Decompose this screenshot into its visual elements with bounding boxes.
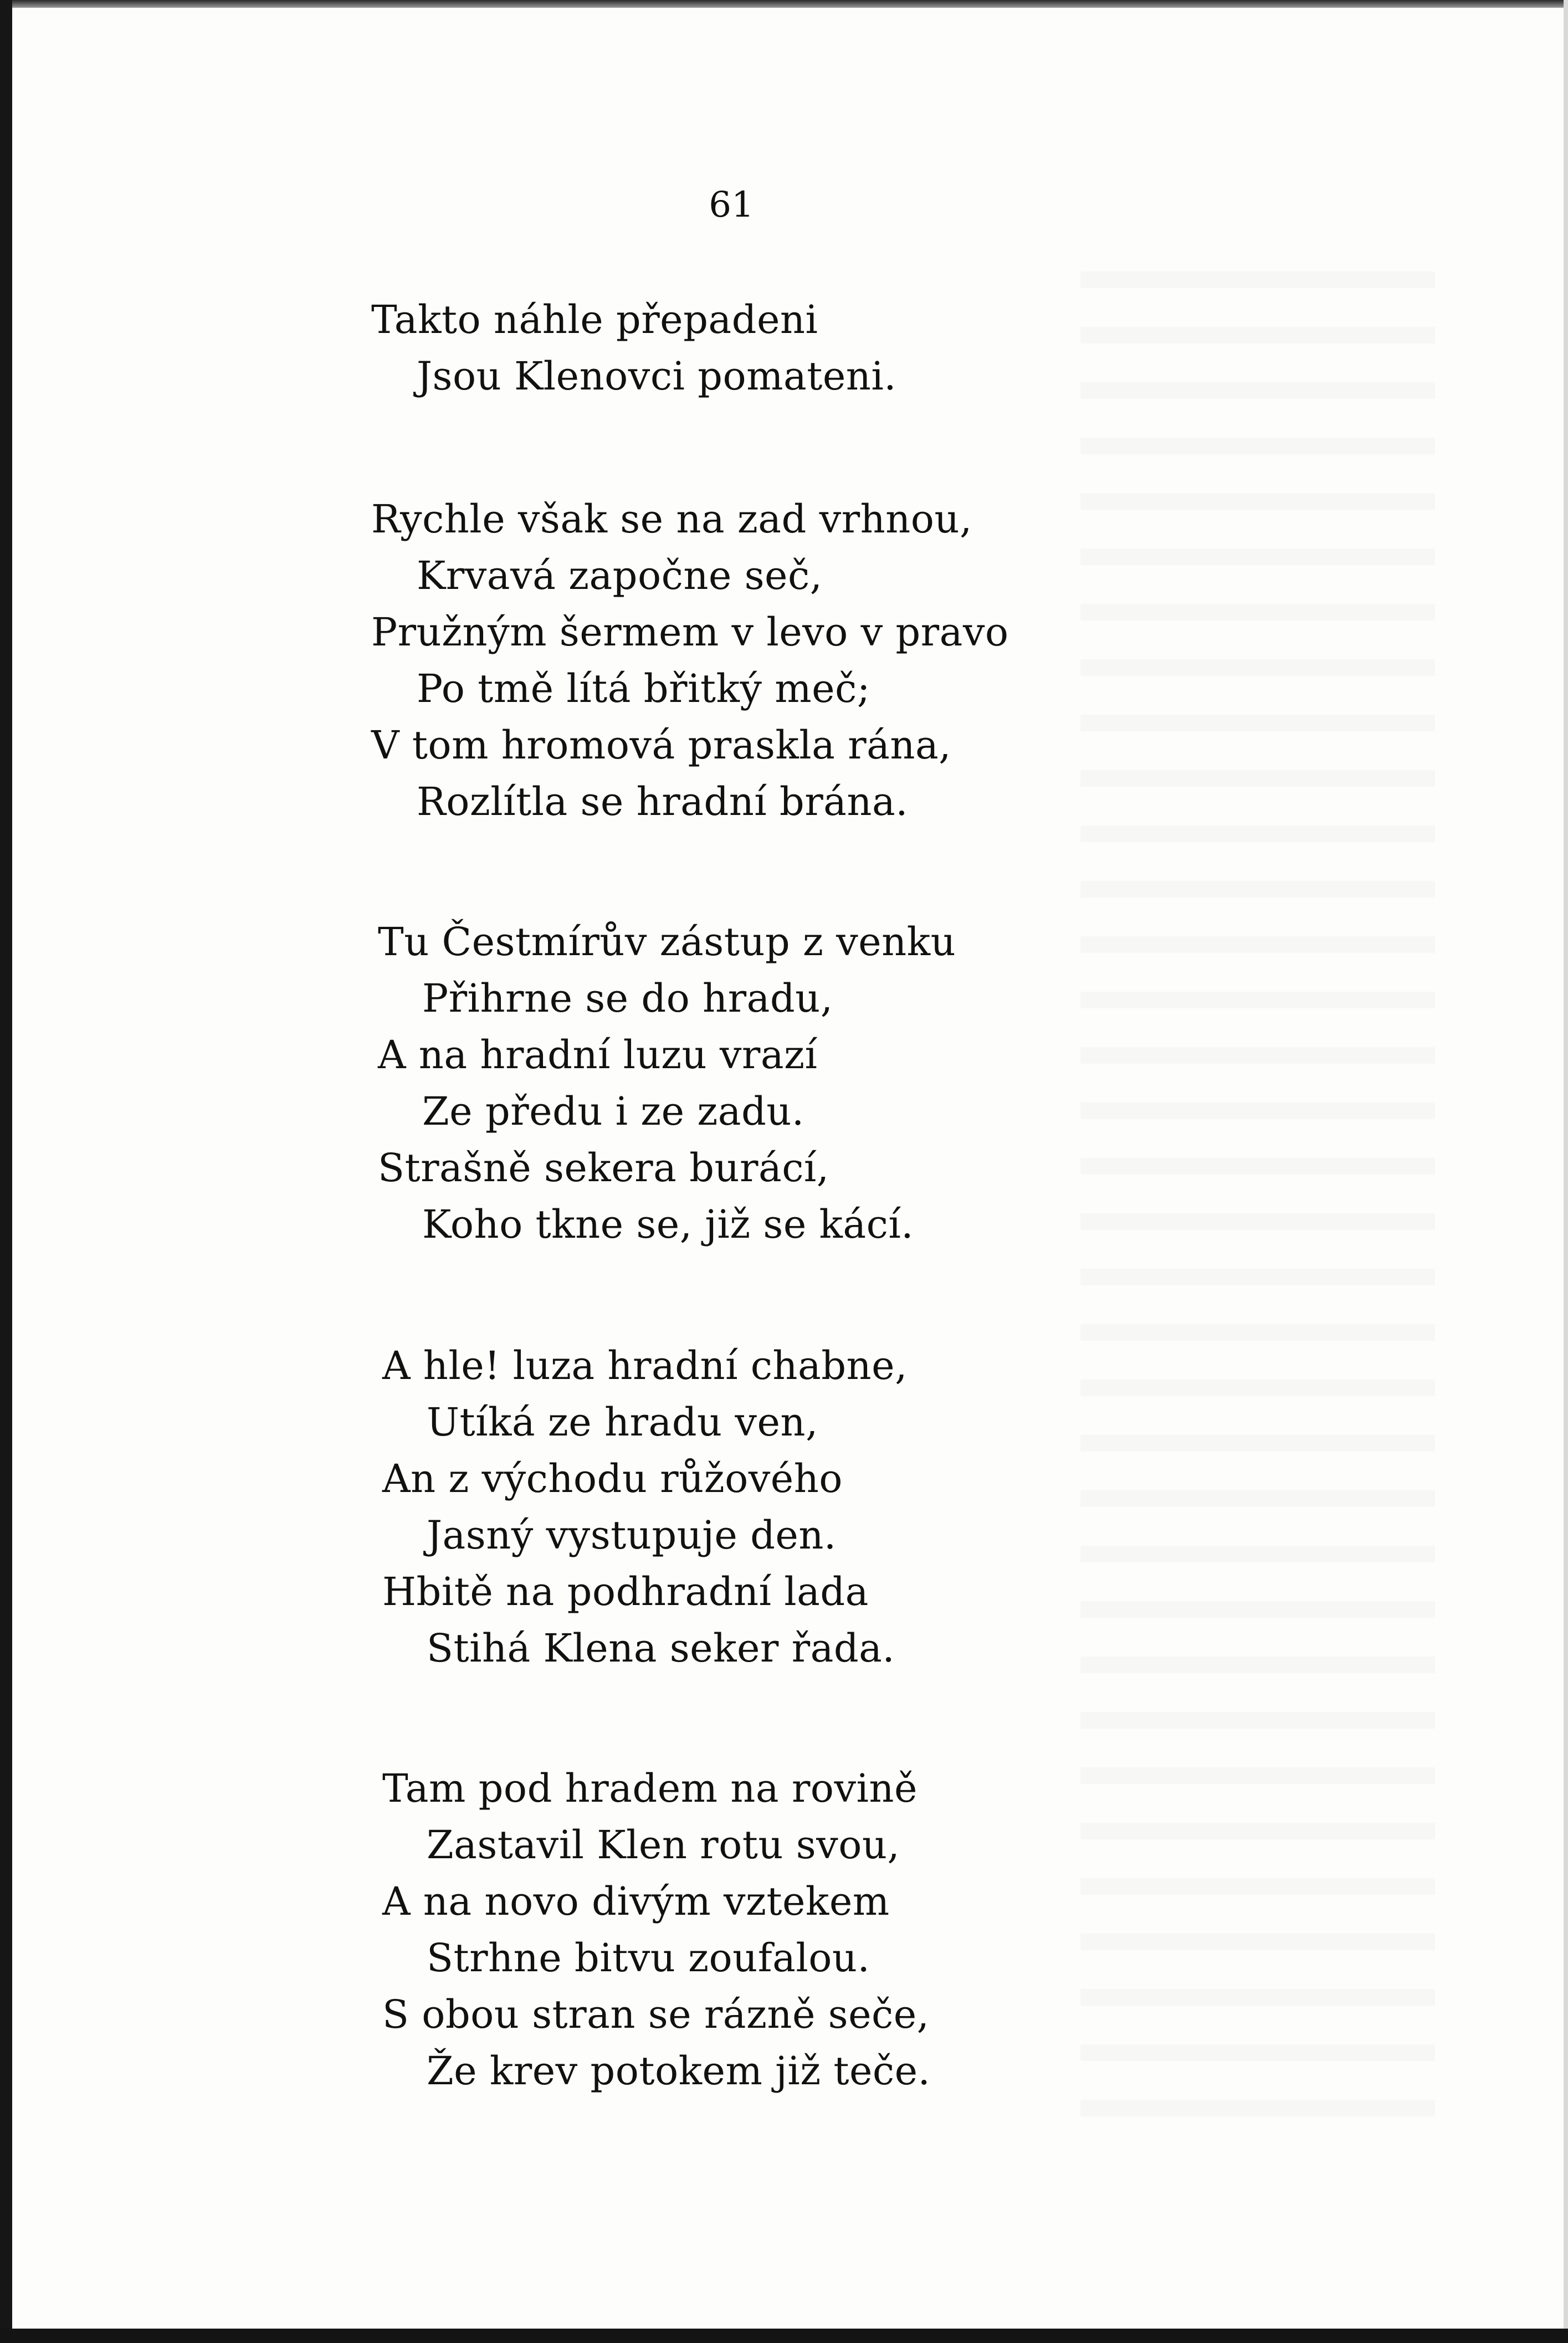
poem-line: A hle! luza hradní chabne, bbox=[382, 1343, 908, 1388]
poem-line: Jasný vystupuje den. bbox=[427, 1513, 837, 1558]
poem-line: V tom hromová praskla rána, bbox=[371, 722, 951, 768]
poem-line: Ze předu i ze zadu. bbox=[422, 1089, 805, 1134]
poem-line: Zastavil Klen rotu svou, bbox=[427, 1822, 900, 1868]
poem-line: An z východu růžového bbox=[382, 1456, 843, 1501]
poem-line: Hbitě na podhradní lada bbox=[382, 1569, 869, 1614]
poem-line: Po tmě lítá břitký meč; bbox=[417, 666, 870, 711]
poem-line: Utíká ze hradu ven, bbox=[427, 1399, 818, 1445]
poem-line: Že krev potokem již teče. bbox=[427, 2048, 931, 2094]
poem-line: A na novo divým vztekem bbox=[382, 1879, 890, 1924]
poem-line: Stihá Klena seker řada. bbox=[427, 1626, 895, 1671]
poem-line: Jsou Klenovci pomateni. bbox=[417, 353, 897, 399]
poem-line: Takto náhle přepadeni bbox=[371, 297, 818, 342]
poem-line: Krvavá započne seč, bbox=[417, 553, 823, 598]
poem-line: Rychle však se na zad vrhnou, bbox=[371, 496, 972, 542]
poem-line: Tam pod hradem na rovině bbox=[382, 1766, 918, 1811]
poem-line: Strašně sekera burácí, bbox=[378, 1145, 829, 1191]
poem-line: Rozlítla se hradní brána. bbox=[417, 779, 908, 824]
poem-line: Strhne bitvu zoufalou. bbox=[427, 1935, 870, 1981]
poem-line: A na hradní luzu vrazí bbox=[378, 1032, 818, 1078]
poem-line: Pružným šermem v levo v pravo bbox=[371, 609, 1009, 655]
poem-line: Koho tkne se, již se kácí. bbox=[422, 1202, 914, 1247]
poem-line: S obou stran se rázně seče, bbox=[382, 1992, 930, 2037]
poem-line: Přihrne se do hradu, bbox=[422, 976, 833, 1021]
poem-line: Tu Čestmírův zástup z venku bbox=[378, 919, 956, 965]
page-number: 61 bbox=[709, 184, 754, 225]
